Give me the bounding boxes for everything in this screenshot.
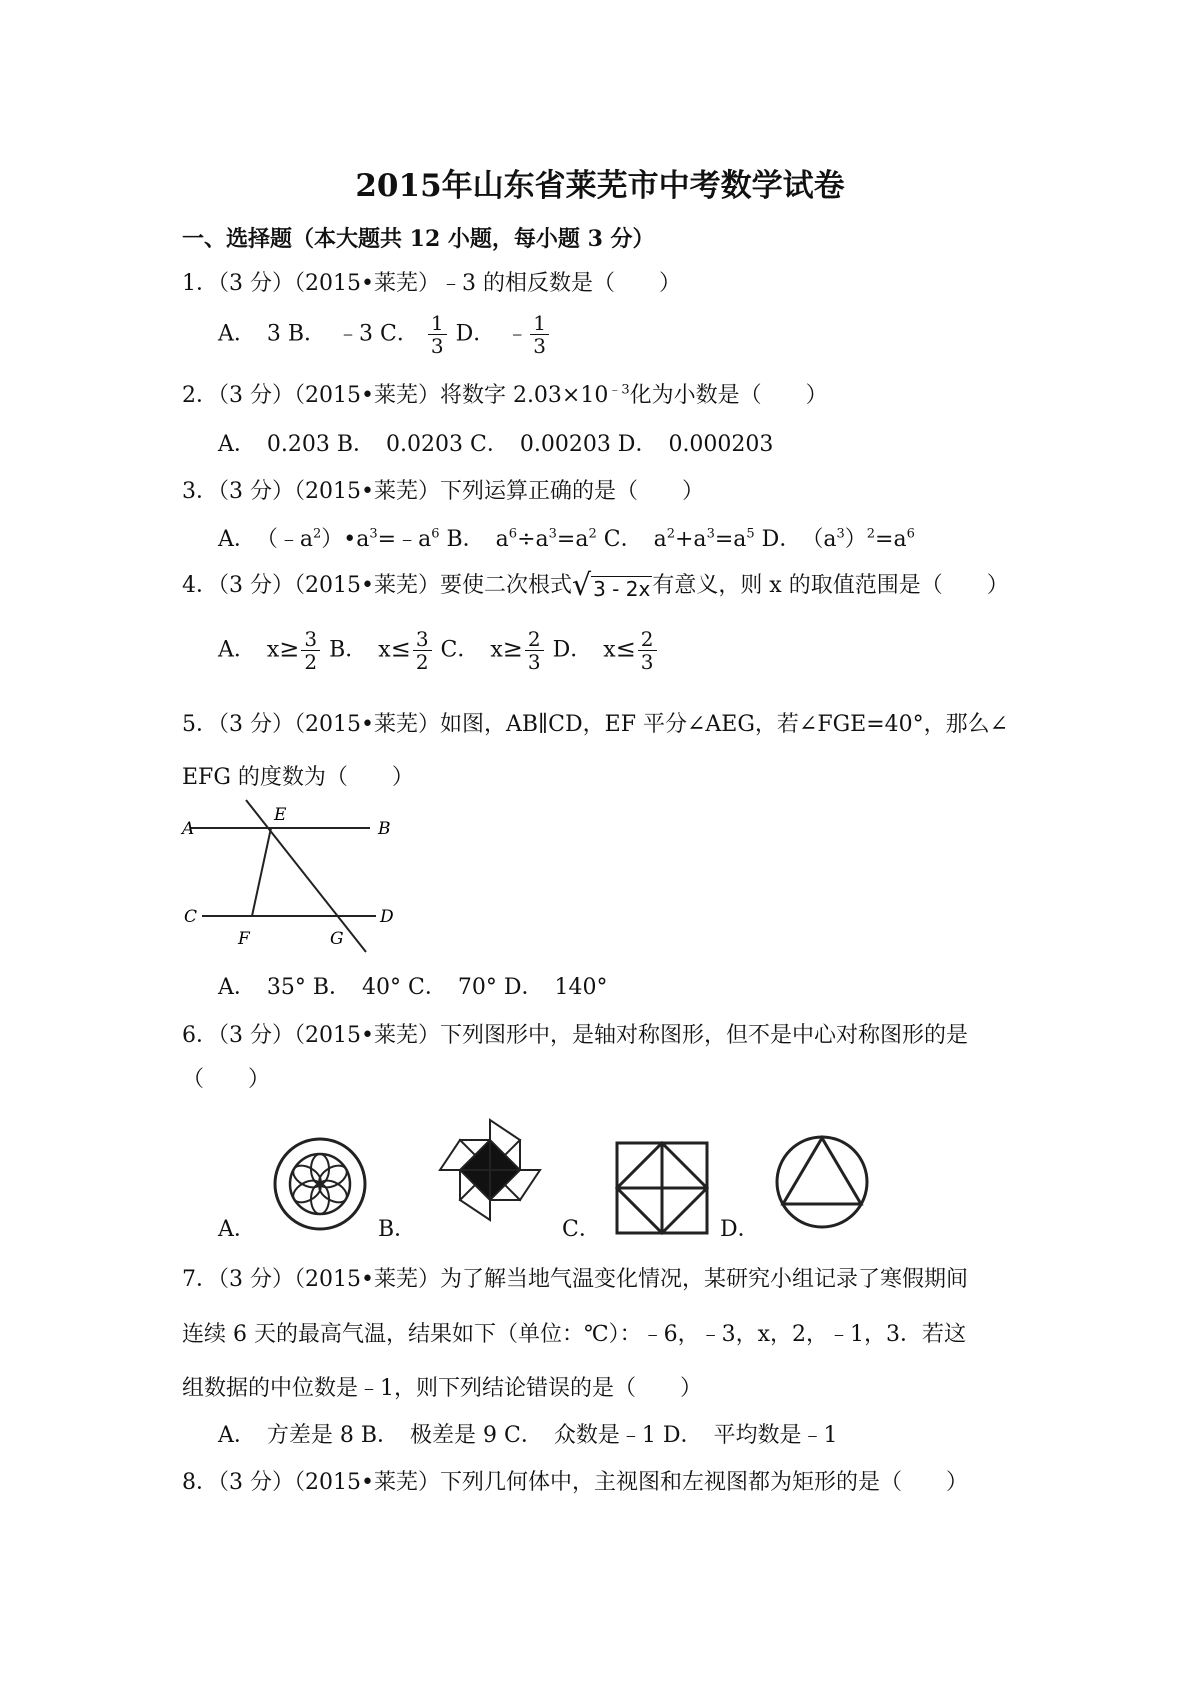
question-7-stem-line3: 组数据的中位数是﹣1，则下列结论错误的是（ ） [182, 1376, 702, 1401]
label-D: D [380, 907, 394, 927]
fraction-one-third-negative: $\frac{1}{3}$ [530, 312, 549, 357]
question-7-stem-line2: 连续 6 天的最高气温，结果如下（单位：℃）：﹣6，﹣3，x，2，﹣1，3．若这 [182, 1322, 966, 1347]
question-5-stem-line1: 5．（3 分）（2015•莱芜）如图，AB∥CD，EF 平分∠AEG，若∠FGE=40°，那么∠ [182, 712, 1009, 737]
circle-triangle-figure [772, 1132, 872, 1232]
question-7-stem-line1: 7．（3 分）（2015•莱芜）为了解当地气温变化情况，某研究小组记录了寒假期间 [182, 1267, 968, 1292]
question-2-stem: 2．（3 分）（2015•莱芜）将数字 $2.03\times 10^{﹣3}$化为小数是（ ） [182, 382, 828, 408]
option-label-c: C． [562, 1217, 601, 1242]
question-2-options: A． 0.203 B． 0.0203 C． 0.00203 D． 0.000203 [218, 432, 774, 457]
label-F: F [238, 929, 250, 949]
parallel-lines-figure [180, 790, 410, 960]
question-8-stem: 8．（3 分）（2015•莱芜）下列几何体中，主视图和左视图都为矩形的是（ ） [182, 1470, 968, 1495]
pinwheel-figure [430, 1110, 550, 1230]
label-E: E [274, 805, 287, 825]
question-3-options: A． $(﹣a^2)•a^3=﹣a^6$ B． $a^6\div a^3=a^2$ C． $a^2+a^3=a^5$ D． $(a^3)^2=a^6$ [218, 526, 915, 552]
fraction-one-third: $\frac{1}{3}$ [428, 312, 447, 357]
question-4-options: A． x≥ $\frac{3}{2}$ B． x≤ $\frac{3}{2}$ C． x≥ $\frac{2}{3}$ D． x≤ $\frac{2}{3}$ [218, 628, 659, 673]
question-6-stem-line2: （ ） [182, 1067, 271, 1092]
label-A: A [182, 819, 195, 839]
question-4-stem: 4．（3 分）（2015•莱芜）要使二次根式 √ 3 - 2x 有意义，则 x 的取值范围是（ ） [182, 568, 1009, 603]
question-3-stem: 3．（3 分）（2015•莱芜）下列运算正确的是（ ） [182, 479, 704, 504]
question-6-stem-line1: 6．（3 分）（2015•莱芜）下列图形中，是轴对称图形，但不是中心对称图形的是 [182, 1023, 968, 1048]
question-7-options: A． 方差是 8 B． 极差是 9 C． 众数是﹣1 D． 平均数是﹣1 [218, 1423, 838, 1448]
flower-circle-figure [272, 1136, 368, 1232]
option-label-b: B． [378, 1217, 417, 1242]
label-G: G [330, 929, 344, 949]
label-B: B [378, 819, 391, 839]
option-label-a: A． [218, 1217, 256, 1242]
question-5-stem-line2: EFG 的度数为（ ） [182, 765, 414, 790]
question-1-options: A． 3 B． ﹣3 C． $\frac{1}{3}$ D． ﹣ $\frac{1}{3}$ [218, 312, 551, 357]
question-5-options: A． 35° B． 40° C． 70° D． 140° [218, 975, 608, 1000]
square-diamond-figure [612, 1138, 712, 1238]
question-1-stem: 1．（3 分）（2015•莱芜）﹣3 的相反数是（ ） [182, 271, 681, 296]
option-label-d: D． [720, 1217, 760, 1242]
square-root: √ 3 - 2x [571, 568, 651, 603]
section-heading: 一、选择题（本大题共 12 小题，每小题 3 分） [182, 226, 655, 252]
label-C: C [184, 907, 198, 927]
page-title: 2015年山东省莱芜市中考数学试卷 [355, 168, 845, 204]
